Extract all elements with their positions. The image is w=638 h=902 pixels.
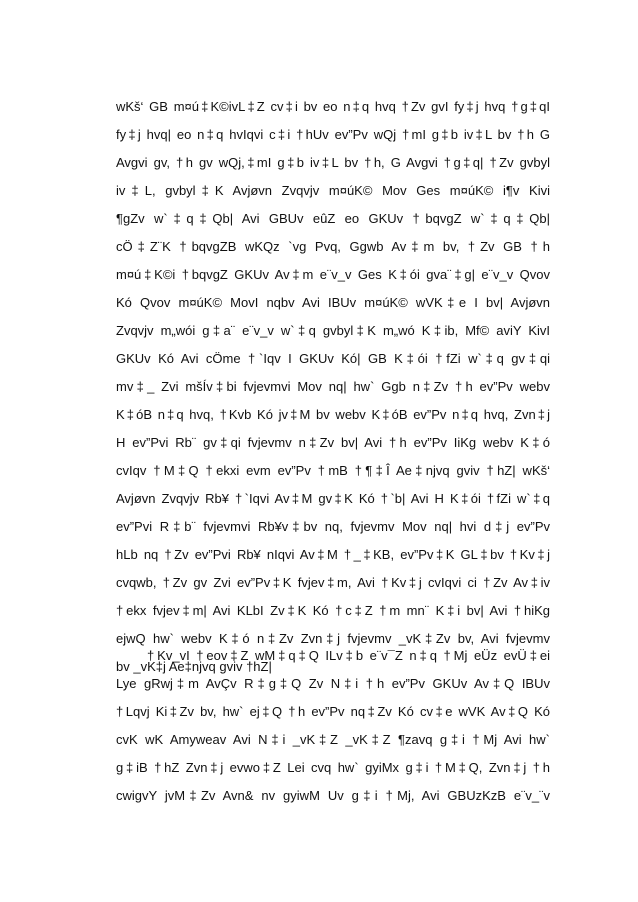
text-line: Lye gRwj‡m AvÇv R‡g‡Q Zv N‡i †h ev”Pv GKUv Av‡Q IBUv [116, 676, 550, 691]
text-line: Zvqvjv m„wói g‡a¨ e¨v_v w`‡q gvbyl‡K m„wó K‡ib, Mf© aviY KivI [116, 323, 550, 338]
text-line: †Kv_vI †eov‡Z wM‡q‡Q ILv‡b e¨v¯Z n‡q †Mj eÜz evÜ‡ei [147, 648, 550, 663]
text-line: g‡iB †hZ Zvn‡j evwo‡Z Lei cvq hw` gyiMx g‡i †M‡Q, Zvn‡j †h [116, 760, 550, 775]
paragraph-1 [116, 93, 550, 681]
paragraph-2 [116, 642, 550, 810]
text-line: K‡óB n‡q hvq, †Kvb Kó jv‡M bv webv K‡óB ev”Pv n‡q hvq, Zvn‡j [116, 407, 550, 422]
text-line: bv _vK‡j Ae‡njvq gviv †hZ| [116, 659, 272, 674]
text-line: fy‡j hvq| eo n‡q hvIqvi c‡i †hUv ev”Pv wQj †mI g‡b iv‡L bv †h G [116, 127, 550, 142]
text-line: H ev”Pvi Rb¨ gv‡qi fvjevmv n‡Zv bv| Avi †h ev”Pv IiKg webv K‡ó [116, 435, 550, 450]
text-line: cvqwb, †Zv gv Zvi ev”Pv‡K fvjev‡m, Avi †Kv‡j cvIqvi ci †Zv Av‡iv [116, 575, 550, 590]
text-line: m¤ú‡K©i †bqvgZ GKUv Av‡m e¨v_v Ges K‡ói gva¨‡g| e¨v_v Qvov [116, 267, 550, 282]
text-line: ¶gZv w`‡q‡Qb| Avi GBUv eûZ eo GKUv †bqvgZ w`‡q‡Qb| [116, 211, 550, 226]
text-line: cvK wK Amyweav Avi N‡i _vK‡Z _vK‡Z ¶zavq g‡i †Mj Avi hw` [116, 732, 550, 747]
text-line: ejwQ hw` webv K‡ó n‡Zv Zvn‡j fvjevmv _vK‡Zv bv, Avi fvjevmv [116, 631, 550, 646]
text-line: mv‡_ Zvi mšÍv‡bi fvjevmvi Mov nq| hw` Ggb n‡Zv †h ev”Pv webv [116, 379, 550, 394]
text-line: Avgvi gv, †h gv wQj,‡mI g‡b iv‡L bv †h, G Avgvi †g‡q| †Zv gvbyl [116, 155, 550, 170]
text-line: GKUv Kó Avi cÖme †`Iqv I GKUv Kó| GB K‡ói †fZi w`‡q gv‡qi [116, 351, 550, 366]
text-line: †Lqvj Ki‡Zv bv, hw` ej‡Q †h ev”Pv nq‡Zv Kó cv‡e wVK Av‡Q Kó [116, 704, 550, 719]
text-line: cÖ‡Z¨K †bqvgZB wKQz `vg Pvq, Ggwb Av‡m bv, †Zv GB †h [116, 239, 550, 254]
text-line: ev”Pvi R‡b¨ fvjevmvi Rb¥v‡bv nq, fvjevmv Mov nq| hvi d‡j ev”Pv [116, 519, 550, 534]
text-line: †ekx fvjev‡m| Avi KLbI Zv‡K Kó †c‡Z †m mn¨ K‡i bv| Avi †hiKg [116, 603, 550, 618]
text-line: cwigvY jvM‡Zv Avn& nv gyiwM Uv g‡i †Mj, Avi GBUzKzB e¨v_¨v [116, 788, 550, 803]
text-line: wKš‘ GB m¤ú‡K©ivL‡Z cv‡i bv eo n‡q hvq †Zv gvI fy‡j hvq †g‡qI [116, 99, 550, 114]
text-line: iv‡L, gvbyl‡K Avjøvn Zvqvjv m¤úK© Mov Ges m¤úK© i¶v Kivi [116, 183, 550, 198]
text-line: Kó Qvov m¤úK© MovI nqbv Avi IBUv m¤úK© wVK‡e I bv| Avjøvn [116, 295, 550, 310]
text-line: hLb nq †Zv ev”Pvi Rb¥ nIqvi Av‡M †_‡KB, ev”Pv‡K GL‡bv †Kv‡j [116, 547, 550, 562]
text-line: cvIqv †M‡Q †ekxi evm ev”Pv †mB †¶‡Î Ae‡njvq gviv †hZ| wKš‘ [116, 463, 550, 478]
text-line: Avjøvn Zvqvjv Rb¥ †`Iqvi Av‡M gv‡K Kó †`b| Avi H K‡ói †fZi w`‡q [116, 491, 550, 506]
